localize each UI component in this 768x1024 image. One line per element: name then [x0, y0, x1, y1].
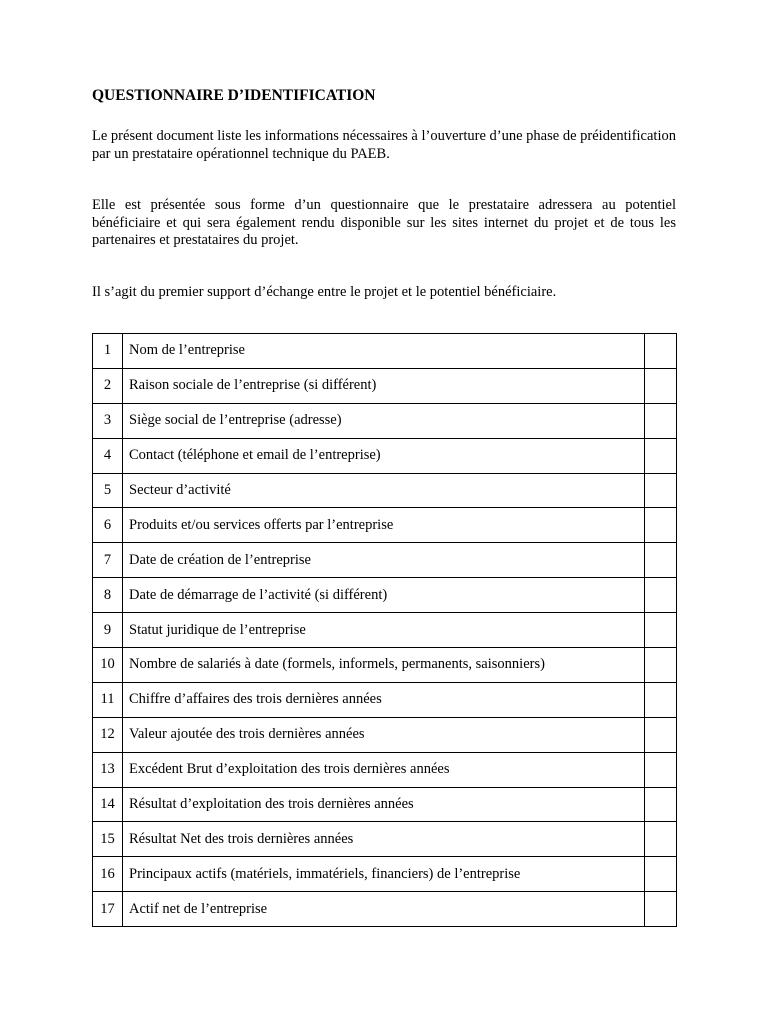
row-number: 17: [93, 892, 123, 927]
table-row: [93, 752, 677, 787]
row-number: 9: [93, 613, 123, 648]
table-row: [93, 892, 677, 927]
question-label: Résultat d’exploitation des trois dernières années: [123, 787, 645, 822]
question-label: Statut juridique de l’entreprise: [123, 613, 645, 648]
table-row: [93, 822, 677, 857]
answer-cell[interactable]: [645, 403, 677, 438]
row-number: 11: [93, 682, 123, 717]
answer-cell[interactable]: [645, 368, 677, 403]
table-row: [93, 787, 677, 822]
question-label: Date de création de l’entreprise: [123, 543, 645, 578]
questionnaire-table: [92, 333, 677, 927]
row-number: 7: [93, 543, 123, 578]
row-number: 3: [93, 403, 123, 438]
table-row: [93, 578, 677, 613]
row-number: 16: [93, 857, 123, 892]
answer-cell[interactable]: [645, 508, 677, 543]
answer-cell[interactable]: [645, 752, 677, 787]
table-row: [93, 368, 677, 403]
table-row: [93, 334, 677, 369]
question-label: Contact (téléphone et email de l’entreprise): [123, 438, 645, 473]
answer-cell[interactable]: [645, 613, 677, 648]
question-label: Actif net de l’entreprise: [123, 892, 645, 927]
table-row: [93, 857, 677, 892]
answer-cell[interactable]: [645, 578, 677, 613]
answer-cell[interactable]: [645, 822, 677, 857]
answer-cell[interactable]: [645, 543, 677, 578]
question-label: Raison sociale de l’entreprise (si différent): [123, 368, 645, 403]
row-number: 1: [93, 334, 123, 369]
answer-cell[interactable]: [645, 682, 677, 717]
table-row: [93, 682, 677, 717]
answer-cell[interactable]: [645, 857, 677, 892]
row-number: 13: [93, 752, 123, 787]
row-number: 10: [93, 648, 123, 683]
question-label: Résultat Net des trois dernières années: [123, 822, 645, 857]
answer-cell[interactable]: [645, 438, 677, 473]
question-label: Nombre de salariés à date (formels, informels, permanents, saisonniers): [123, 648, 645, 683]
question-label: Nom de l’entreprise: [123, 334, 645, 369]
table-row: [93, 508, 677, 543]
support-paragraph: Il s’agit du premier support d’échange entre le projet et le potentiel bénéficiaire.: [92, 284, 557, 300]
question-label: Excédent Brut d’exploitation des trois dernières années: [123, 752, 645, 787]
answer-cell[interactable]: [645, 892, 677, 927]
answer-cell[interactable]: [645, 717, 677, 752]
row-number: 4: [93, 438, 123, 473]
answer-cell[interactable]: [645, 334, 677, 369]
row-number: 14: [93, 787, 123, 822]
row-number: 5: [93, 473, 123, 508]
table-row: [93, 648, 677, 683]
question-label: Produits et/ou services offerts par l’entreprise: [123, 508, 645, 543]
question-label: Date de démarrage de l’activité (si différent): [123, 578, 645, 613]
answer-cell[interactable]: [645, 648, 677, 683]
row-number: 12: [93, 717, 123, 752]
question-label: Siège social de l’entreprise (adresse): [123, 403, 645, 438]
table-row: [93, 543, 677, 578]
answer-cell[interactable]: [645, 473, 677, 508]
question-label: Principaux actifs (matériels, immatériels, financiers) de l’entreprise: [123, 857, 645, 892]
table-row: [93, 403, 677, 438]
questionnaire-rows: [93, 334, 677, 927]
question-label: Secteur d’activité: [123, 473, 645, 508]
row-number: 2: [93, 368, 123, 403]
document-title: QUESTIONNAIRE D’IDENTIFICATION: [92, 87, 376, 104]
row-number: 15: [93, 822, 123, 857]
presentation-paragraph: Elle est présentée sous forme d’un questionnaire que le prestataire adressera au potentiel bénéficiaire et qui sera également rendu disponible sur les sites internet du projet et de tous les partenaires et prestataires du projet.: [92, 197, 676, 248]
answer-cell[interactable]: [645, 787, 677, 822]
table-row: [93, 438, 677, 473]
table-row: [93, 613, 677, 648]
table-row: [93, 473, 677, 508]
table-row: [93, 717, 677, 752]
question-label: Valeur ajoutée des trois dernières années: [123, 717, 645, 752]
row-number: 6: [93, 508, 123, 543]
question-label: Chiffre d’affaires des trois dernières années: [123, 682, 645, 717]
intro-paragraph: Le présent document liste les informations nécessaires à l’ouverture d’une phase de préidentification par un prestataire opérationnel technique du PAEB.: [92, 128, 676, 162]
row-number: 8: [93, 578, 123, 613]
